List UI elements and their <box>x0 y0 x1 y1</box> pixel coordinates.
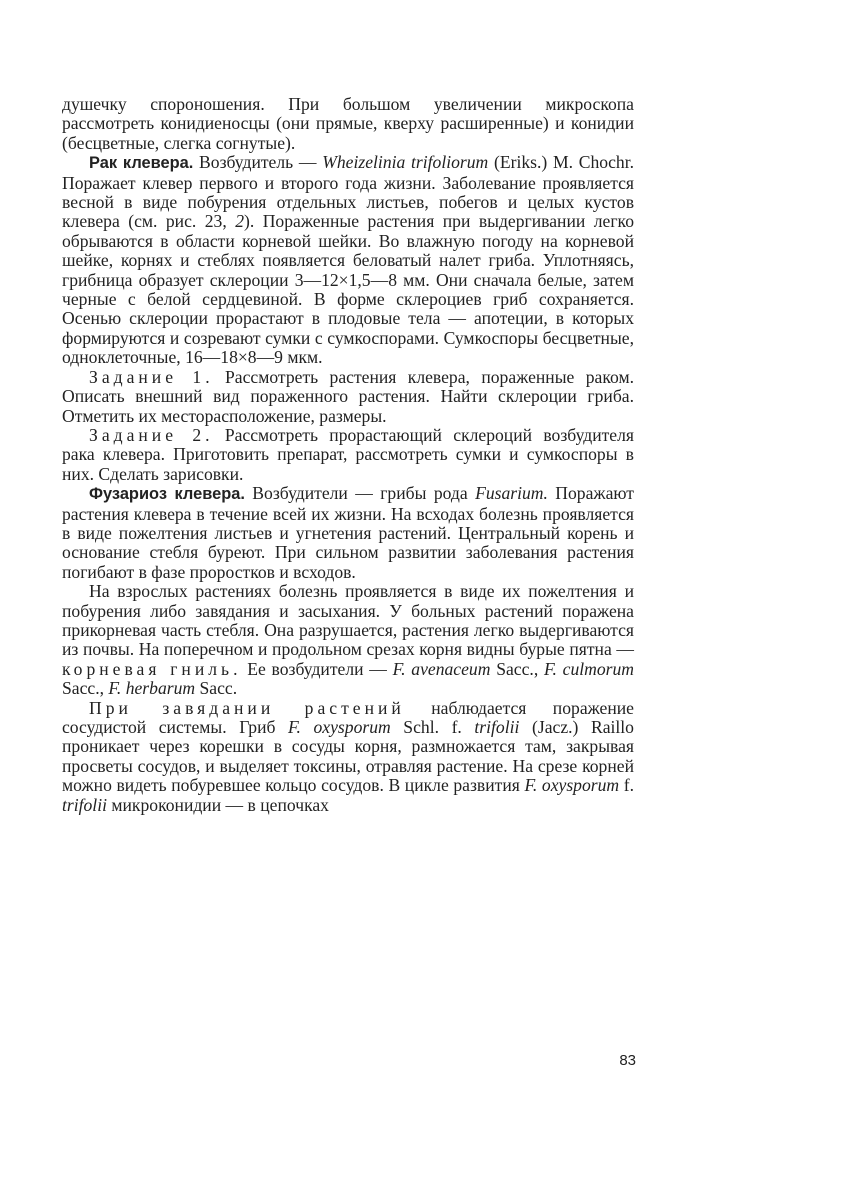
text-run: Рассмотреть растения клевера, пораженные раком. Описать внешний вид пораженного растения. Найти склероции гриба. Отметить их месторасположение, размеры. <box>62 366 634 426</box>
italic-species-name: F. herbarum <box>108 678 196 699</box>
section-heading-fusarium: Фузариоз клевера. <box>89 485 245 504</box>
page-body <box>62 95 634 815</box>
italic-species-name: F. oxysporum <box>288 717 391 737</box>
text-run: Sacc. <box>195 678 238 699</box>
text-run: Возбудитель — <box>193 152 323 173</box>
italic-species-name: F. culmorum <box>543 658 634 679</box>
text-run: душечку спороношения. При большом увеличении микроскопа рассмотреть конидиеносцы (они прямые, кверху расширенные) и конидии (бесцветные, слегка согнутые). <box>62 94 634 153</box>
spaced-term-root-rot: корневая гниль. <box>62 658 242 679</box>
paragraph-fusarium <box>62 484 634 582</box>
italic-forma-name: trifolii <box>62 794 107 815</box>
section-heading-clover-canker: Рак клевера. <box>89 154 194 173</box>
text-run: f. <box>619 775 634 796</box>
text-run: наблюдается поражение сосудистой системы. Гриб <box>62 697 634 737</box>
page-number: 83 <box>619 1052 636 1069</box>
task-label: Задание 1. <box>89 366 214 387</box>
text-run: Поражают растения клевера в течение всей их жизни. На всходах болезнь проявляется в виде пожелтения листьев и угнетения растений. Центральный корень и основание стебля буреют. При сильном развитии заболевания растения погибают в фазе проростков и всходов. <box>62 483 634 582</box>
text-run: Sacc., <box>62 678 109 699</box>
paragraph-intro <box>62 95 634 153</box>
paragraph-task-2 <box>62 426 634 484</box>
italic-forma-name: trifolii <box>474 717 520 737</box>
text-run: Schl. f. <box>390 717 475 737</box>
text-run: На взрослых растениях болезнь проявляется в виде их пожелтения и побурения либо завядания и засыхания. У больных растений поражена прикорневая часть стебля. Она разрушается, растения легко выдергиваются из почвы. На поперечном и продольном срезах корня видны бурые пятна — <box>62 581 634 660</box>
text-run: Рассмотреть прорастающий склероций возбудителя рака клевера. Приготовить препарат, рассмотреть сумки и сумкоспоры в них. Сделать зарисовки. <box>62 424 634 484</box>
text-run: (Jacz.) Raillo проникает через корешки в сосуды корня, размножается там, закрывая просветы сосудов, и выделяет токсины, отравляя растение. На срезе корней можно видеть побуревшее кольцо сосудов. В цикле развития <box>62 717 634 796</box>
italic-species-name: F. oxysporum <box>524 775 620 796</box>
text-run: ). Пораженные растения при выдергивании легко обрываются в области корневой шейки. Во влажную погоду на корневой шейке, корнях и стеблях появляется беловатый налет гриба. Уплотняясь, грибница образует склероции 3—12×1,5—8 мм. Они сначала белые, затем черные с белой сердцевиной. В форме склероциев гриб сохраняется. Осенью склероции прорастают в плодовые тела — апотеции, в которых формируются и созревают сумки с сумкоспорами. Сумкоспоры бесцветные, одноклеточные, 16—18×8—9 мкм. <box>62 211 635 368</box>
spaced-term-wilting: При завядании растений <box>89 697 405 718</box>
italic-pathogen-name: Wheizelinia trifoliorum <box>322 152 489 173</box>
text-run: микроконидии — в цепочках <box>106 794 329 815</box>
paragraph-wilting <box>62 699 634 815</box>
italic-figure-ref: 2 <box>235 211 244 232</box>
paragraph-clover-canker <box>62 153 634 367</box>
italic-genus-name: Fusarium. <box>475 483 548 504</box>
text-run: (Eriks.) M. Chochr. Поражает клевер первого и второго года жизни. Заболевание проявляется весной в виде побурения отдельных листьев, побегов и целых кустов клевера (см. рис. 23, <box>62 152 634 232</box>
text-run: Sacc., <box>490 658 544 679</box>
task-label: Задание 2. <box>89 424 214 445</box>
paragraph-adult-plants <box>62 582 634 698</box>
text-run: Ее возбудители — <box>241 658 393 679</box>
paragraph-task-1 <box>62 368 634 426</box>
italic-species-name: F. avenaceum <box>392 658 491 679</box>
text-run: Возбудители — грибы рода <box>244 483 476 504</box>
